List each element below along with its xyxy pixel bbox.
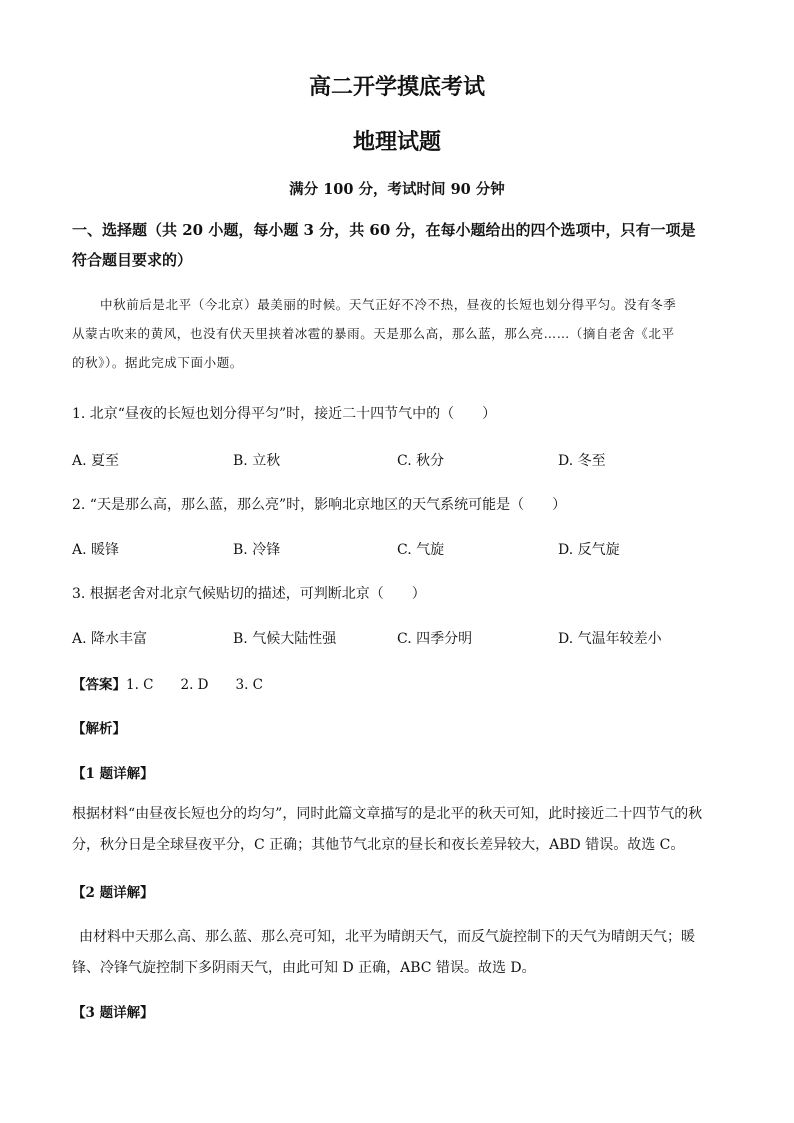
question-2-analysis-line1: 由材料中天那么高、那么蓝、那么亮可知，北平为晴朗天气，而反气旋控制下的天气为晴朗天气；暖	[79, 929, 695, 945]
question-3-analysis-tag: 【3 题详解】	[72, 1005, 154, 1021]
section-heading-line1: 一、选择题（共 20 小题，每小题 3 分，共 60 分，在每小题给出的四个选项中，只有一项是	[72, 221, 696, 239]
answer-tag: 【答案】	[72, 677, 126, 693]
answer-2: 2. D	[180, 677, 209, 693]
question-1-stem: 1. 北京“昼夜的长短也划分得平匀”时，接近二十四节气中的（ ）	[72, 406, 497, 422]
question-3-option-a[interactable]: A. 降水丰富	[72, 631, 148, 647]
question-2-stem: 2. “天是那么高，那么蓝，那么亮”时，影响北京地区的天气系统可能是（ ）	[72, 497, 567, 513]
answer-1: 1. C	[126, 677, 154, 693]
exam-title: 高二开学摸底考试	[308, 74, 485, 100]
answer-line	[72, 673, 263, 693]
passage-line2: 从蒙古吹来的黄风，也没有伏天里挟着冰雹的暴雨。天是那么高，那么蓝，那么亮……（摘自老舍《北平	[72, 326, 675, 341]
question-3-stem: 3. 根据老舍对北京气候贴切的描述，可判断北京（ ）	[72, 586, 426, 602]
question-2-option-b[interactable]: B. 冷锋	[233, 542, 281, 558]
question-3-option-d[interactable]: D. 气温年较差小	[558, 631, 662, 647]
section-heading-line2: 符合题目要求的）	[72, 251, 193, 269]
question-2-option-a[interactable]: A. 暖锋	[72, 542, 120, 558]
question-1-analysis-tag: 【1 题详解】	[72, 766, 154, 782]
answer-3: 3. C	[235, 677, 264, 693]
question-3-option-c[interactable]: C. 四季分明	[397, 631, 473, 647]
exam-info: 满分 100 分，考试时间 90 分钟	[289, 181, 505, 198]
question-2-option-c[interactable]: C. 气旋	[397, 542, 445, 558]
subject-title: 地理试题	[352, 129, 441, 155]
passage-line1: 中秋前后是北平（今北京）最美丽的时候。天气正好不冷不热，昼夜的长短也划分得平匀。没有冬季	[100, 297, 677, 312]
question-2-analysis-line2: 锋、冷锋气旋控制下多阴雨天气，由此可知 D 正确，ABC 错误。故选 D。	[72, 960, 536, 976]
question-1-option-b[interactable]: B. 立秋	[233, 453, 281, 469]
passage-line3: 的秋》）。据此完成下面小题。	[72, 355, 243, 370]
question-1-analysis-line2: 分，秋分日是全球昼夜平分，C 正确；其他节气北京的昼长和夜长差异较大，ABD 错误。故选 C。	[72, 837, 685, 853]
question-1-option-c[interactable]: C. 秋分	[397, 453, 445, 469]
question-1-analysis-line1: 根据材料“由昼夜长短也分的均匀”，同时此篇文章描写的是北平的秋天可知，此时接近二十四节气的秋	[72, 806, 703, 822]
question-3-option-b[interactable]: B. 气候大陆性强	[233, 631, 337, 647]
analysis-tag: 【解析】	[72, 721, 126, 737]
question-2-option-d[interactable]: D. 反气旋	[558, 542, 620, 558]
question-1-option-d[interactable]: D. 冬至	[558, 453, 606, 469]
question-2-analysis-tag: 【2 题详解】	[72, 885, 154, 901]
question-1-option-a[interactable]: A. 夏至	[72, 453, 120, 469]
